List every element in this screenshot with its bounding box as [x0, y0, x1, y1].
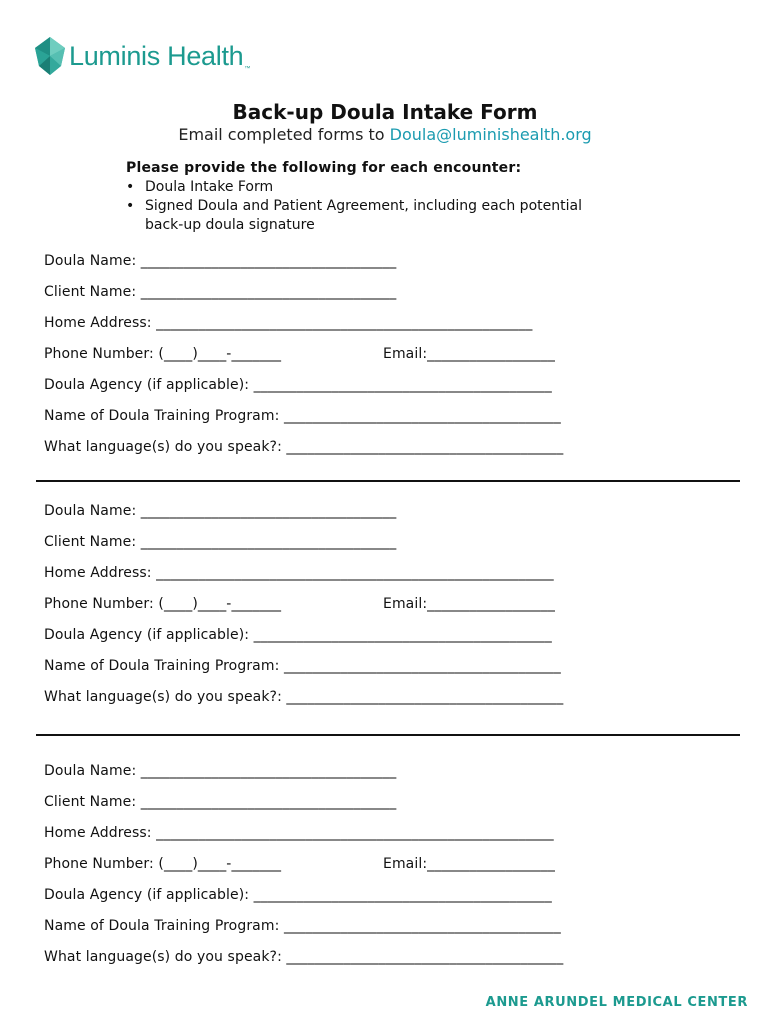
instructions [126, 159, 582, 235]
section-divider [36, 734, 740, 736]
phone-number-field[interactable]: Phone Number: (____)____-_______ [44, 346, 282, 362]
section-divider [36, 480, 740, 482]
instruction-item-text: Doula Intake Form [145, 179, 274, 195]
encounter-section-1 [44, 252, 744, 469]
home-address-field[interactable]: Home Address: _____________________________________________________ [44, 315, 533, 331]
trademark-symbol: ™ [244, 66, 251, 72]
doula-email-link[interactable]: Doula@luminishealth.org [389, 125, 592, 144]
phone-number-field[interactable]: Phone Number: (____)____-_______ [44, 856, 282, 872]
luminis-leaf-icon [34, 36, 66, 76]
client-name-field[interactable]: Client Name: ____________________________________ [44, 284, 397, 300]
client-name-field[interactable]: Client Name: ____________________________________ [44, 534, 397, 550]
luminis-health-logo [34, 36, 250, 76]
languages-field[interactable]: What language(s) do you speak?: _______________________________________ [44, 439, 564, 455]
instruction-item-text-line1: Signed Doula and Patient Agreement, including each potential [145, 198, 582, 214]
subtitle-prefix: Email completed forms to [178, 125, 390, 144]
phone-number-field[interactable]: Phone Number: (____)____-_______ [44, 596, 282, 612]
home-address-field[interactable]: Home Address: ________________________________________________________ [44, 565, 554, 581]
home-address-field[interactable]: Home Address: ________________________________________________________ [44, 825, 554, 841]
instruction-item-text-line2: back-up doula signature [145, 217, 315, 233]
bullet: • [126, 179, 135, 195]
encounter-section-2 [44, 502, 744, 719]
languages-field[interactable]: What language(s) do you speak?: _______________________________________ [44, 949, 564, 965]
doula-name-field[interactable]: Doula Name: ____________________________________ [44, 763, 397, 779]
email-field[interactable]: Email:__________________ [383, 856, 555, 872]
bullet: • [126, 198, 135, 214]
instruction-item [126, 197, 582, 235]
doula-agency-field[interactable]: Doula Agency (if applicable): __________________________________________ [44, 377, 552, 393]
instruction-item [126, 178, 582, 197]
training-program-field[interactable]: Name of Doula Training Program: _______________________________________ [44, 408, 561, 424]
doula-name-field[interactable]: Doula Name: ____________________________________ [44, 253, 397, 269]
email-field[interactable]: Email:__________________ [383, 596, 555, 612]
form-title: Back-up Doula Intake Form [232, 100, 538, 124]
encounter-section-3 [44, 762, 744, 979]
client-name-field[interactable]: Client Name: ____________________________________ [44, 794, 397, 810]
training-program-field[interactable]: Name of Doula Training Program: _______________________________________ [44, 658, 561, 674]
footer-organization: ANNE ARUNDEL MEDICAL CENTER [485, 995, 748, 1010]
doula-agency-field[interactable]: Doula Agency (if applicable): __________________________________________ [44, 887, 552, 903]
doula-name-field[interactable]: Doula Name: ____________________________________ [44, 503, 397, 519]
training-program-field[interactable]: Name of Doula Training Program: _______________________________________ [44, 918, 561, 934]
languages-field[interactable]: What language(s) do you speak?: _______________________________________ [44, 689, 564, 705]
logo-wordmark: Luminis Health [69, 40, 244, 71]
instructions-heading: Please provide the following for each encounter: [126, 160, 522, 176]
doula-agency-field[interactable]: Doula Agency (if applicable): __________________________________________ [44, 627, 552, 643]
email-field[interactable]: Email:__________________ [383, 346, 555, 362]
form-subtitle [0, 125, 770, 144]
